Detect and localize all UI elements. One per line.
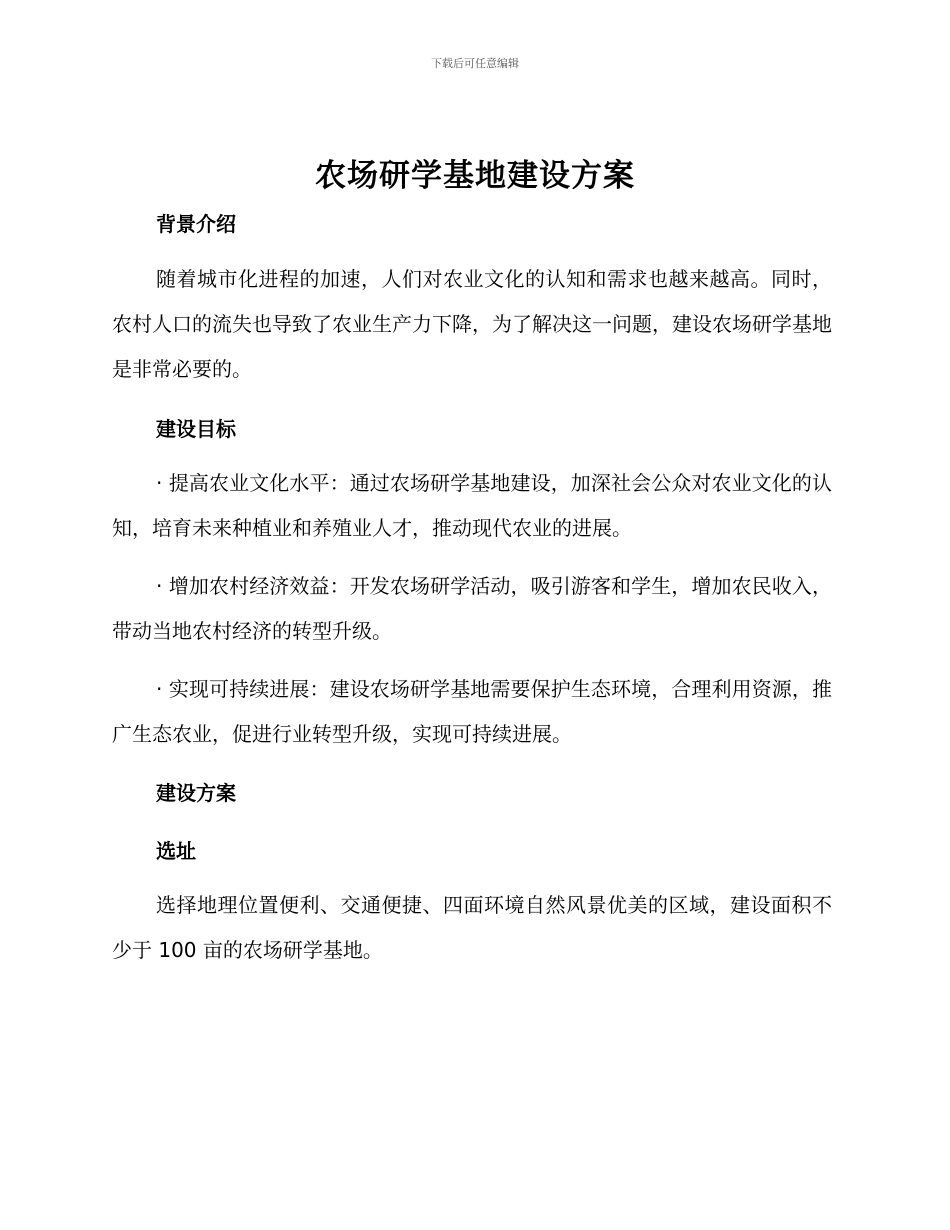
document-title: 农场研学基地建设方案	[315, 158, 635, 194]
goal-item-sustainability: · 实现可持续进展：建设农场研学基地需要保护生态环境，合理利用资源，推广生态农业，促进行业转型升级，实现可持续进展。	[112, 677, 832, 746]
section-heading-goals: 建设目标	[156, 417, 236, 441]
goal-item-culture: · 提高农业文化水平：通过农场研学基地建设，加深社会公众对农业文化的认知，培育未来种植业和养殖业人才，推动现代农业的进展。	[112, 471, 832, 540]
site-paragraph: 选择地理位置便利、交通便捷、四面环境自然风景优美的区域，建设面积不少于 100 亩的农场研学基地。	[112, 893, 832, 962]
goal-item-economy: · 增加农村经济效益：开发农场研学活动，吸引游客和学生，增加农民收入，带动当地农村经济的转型升级。	[112, 574, 832, 643]
background-paragraph: 随着城市化进程的加速，人们对农业文化的认知和需求也越来越高。同时，农村人口的流失也导致了农业生产力下降，为了解决这一问题，建设农场研学基地是非常必要的。	[112, 267, 832, 381]
section-heading-plan: 建设方案	[156, 781, 236, 805]
section-heading-site: 选址	[156, 839, 196, 863]
page-header-note: 下载后可任意编辑	[431, 57, 519, 70]
section-heading-background: 背景介绍	[156, 212, 236, 236]
